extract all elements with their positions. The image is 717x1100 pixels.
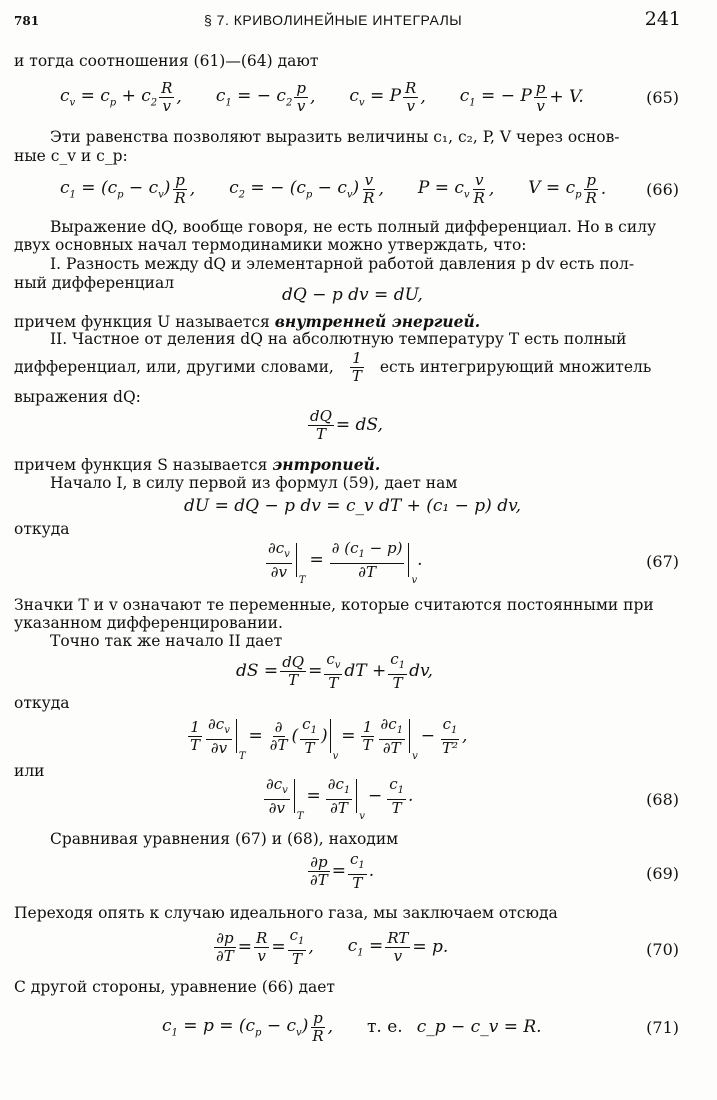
equation-derivation: $\frac{1}{T}$ $\frac{\partial c_v}{\partial v}$ $_T$ = $\frac{\partial}{\partial T}$ ( $\frac{c_1}{T}$ ) $_v$ = $\frac{1}{T}$ $\frac{\partial c_1}{\partial T}$ $_v$ − $\frac{c_1}{\text{T²}}$ , [190,714,468,762]
equation-69: $\frac{\partial p}{\partial T}$ = $\frac{c_1}{T}$ . [310,849,375,892]
text-line: ные c_v и c_p: [14,147,128,165]
page-header [14,8,681,34]
text-line [14,455,380,475]
equation-71: $c_1 = p = (c_p - c_v)$ $\frac{p}{R}$ , т. е. c_p − c_v = R. [162,1008,542,1045]
equation-number: (65) [646,88,679,107]
equation-number: (68) [646,790,679,809]
equation-dU: dQ − p dv = dU, [282,285,423,305]
equation-number: (69) [646,864,679,883]
equation-66: $c_1 = (c_p - c_v)$ $\frac{p}{R}$ , $c_2$ = − $(c_p - c_v)$ $\frac{v}{R}$ , $P = c_v$ $\frac{v}{R}$ , $V = c_p$ $\frac{p}{R}$ . [60,170,607,207]
text-line: двух основных начал термодинамики можно утверждать, что: [14,236,527,254]
equation-68: $\frac{\partial c_v}{\partial v}$ $_T$ = $\frac{\partial c_1}{\partial T}$ $_v$ − $\frac{c_1}{T}$ . [266,774,414,822]
text-line: Выражение dQ, вообще говоря, не есть полный дифференциал. Но в силу [50,218,657,236]
equation-fragment: = dS, [335,415,383,435]
text-line: Переходя опять к случаю идеального газа, мы заключаем отсюда [14,904,558,922]
text-line: Значки T и v означают те переменные, которые считаются постоянными при [14,596,654,614]
equation-dS: $\frac{dQ}{T}$ = dS, [310,406,383,443]
text-fragment: дифференциал, или, другими словами, [14,357,334,376]
equation-70: $\frac{\partial p}{\partial T}$ = $\frac{R}{v}$ = $\frac{c_1}{T}$ , $c_1$ = $\frac{RT}{v}$ = p. [216,925,449,968]
text-line: II. Частное от деления dQ на абсолютную температуру T есть полный [50,330,627,348]
text-line: выражения dQ: [14,388,141,406]
text-fragment: причем функция U называется [14,313,275,331]
text-line: откуда [14,694,70,712]
text-fragment: причем функция S называется [14,456,273,474]
text-line: Точно так же начало II дает [50,632,283,650]
equation-dS-full: dS = $\frac{dQ}{T}$ = $\frac{c_v}{T}$ dT + $\frac{c_1}{T}$ dv, [236,649,433,692]
equation-fragment: c_p − c_v = R. [416,1017,542,1037]
text-line: указанном дифференцировании. [14,614,283,632]
equation-number: (71) [646,1018,679,1037]
text-line: Эти равенства позволяют выразить величины c₁, c₂, P, V через основ- [50,128,620,146]
page-number-left: 781 [14,14,40,28]
text-fragment: т. е. [367,1017,403,1037]
text-line: I. Разность между dQ и элементарной работой давления p dv есть пол- [50,255,635,273]
equation-65: $c_v = c_p + c_2$ $\frac{R}{v}$ , $c_1$ = − $c_2$ $\frac{p}{v}$ , $c_v = P$ $\frac{R}{v}$ , $c_1$ = − P $\frac{p}{v}$ + V. [60,78,584,115]
page-number-right: 241 [644,8,681,30]
text-line: Начало I, в силу первой из формул (59), дает нам [50,474,458,492]
equation-number: (70) [646,940,679,959]
text-line [14,312,480,332]
text-line: или [14,762,45,780]
term-internal-energy: внутренней энергией. [274,312,481,331]
text-line: дифференциал, или, другими словами, $\frac{1}{T}$ есть интегрирующий множитель [14,348,652,385]
text-line: откуда [14,520,70,538]
equation-dU-full: dU = dQ − p dv = c_v dT + (c₁ − p) dv, [184,496,522,516]
text-line: и тогда соотношения (61)—(64) дают [14,52,319,70]
equation-number: (67) [646,552,679,571]
equation-67: $\frac{\partial c_v}{\partial v}$ $_T$ = $\frac{\partial (c_1 - p)}{\partial T}$ $_v$ . [268,538,423,586]
text-line: С другой стороны, уравнение (66) дает [14,978,335,996]
term-entropy: энтропией. [272,455,381,474]
chapter-title: § 7. КРИВОЛИНЕЙНЫЕ ИНТЕГРАЛЫ [204,12,463,28]
equation-number: (66) [646,180,679,199]
text-fragment: есть интегрирующий множитель [379,357,652,376]
text-line: Сравнивая уравнения (67) и (68), находим [50,830,399,848]
text-line: ный дифференциал [14,274,175,292]
